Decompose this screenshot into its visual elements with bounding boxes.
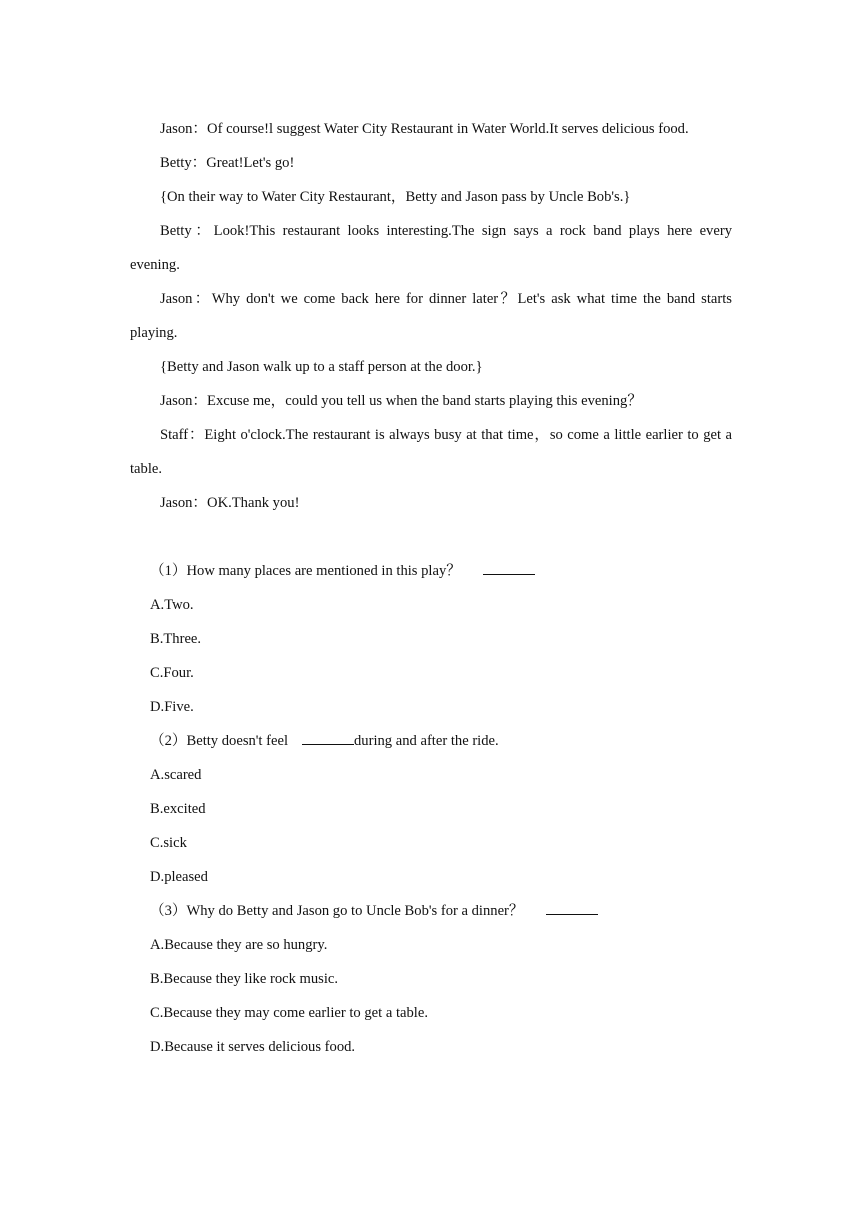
dialogue-line-continued: playing. xyxy=(130,325,178,341)
option-b: B.excited xyxy=(150,801,206,817)
question-1 xyxy=(130,554,732,588)
question-prompt-after: during and after the ride. xyxy=(354,733,499,749)
dialogue-line: Betty：Great!Let's go! xyxy=(160,155,295,171)
option-d: D.Because it serves delicious food. xyxy=(150,1039,356,1055)
option-d: D.Five. xyxy=(150,699,194,715)
answer-blank[interactable] xyxy=(483,560,535,575)
question-2 xyxy=(130,724,732,758)
dialogue-line: Jason：Why don't we come back here for dinner later？Let's ask what time the band starts xyxy=(160,291,732,307)
dialogue-line: Betty：Look!This restaurant looks interesting.The sign says a rock band plays here every xyxy=(160,223,732,239)
answer-blank[interactable] xyxy=(546,900,598,915)
dialogue-line: Staff：Eight o'clock.The restaurant is always busy at that time，so come a little earlier to get a xyxy=(160,427,732,443)
stage-direction: {On their way to Water City Restaurant，Betty and Jason pass by Uncle Bob's.} xyxy=(160,189,631,205)
option-a: A.scared xyxy=(150,767,202,783)
dialogue-line: Jason：Excuse me，could you tell us when the band starts playing this evening？ xyxy=(160,393,642,409)
question-prompt: （1）How many places are mentioned in this play？ xyxy=(150,563,461,579)
question-prompt: （2）Betty doesn't feel xyxy=(150,733,288,749)
reading-passage xyxy=(130,112,732,1064)
option-b: B.Three. xyxy=(150,631,202,647)
question-3 xyxy=(130,894,732,928)
question-prompt: （3）Why do Betty and Jason go to Uncle Bob's for a dinner？ xyxy=(150,903,524,919)
option-b: B.Because they like rock music. xyxy=(150,971,339,987)
option-a: A.Two. xyxy=(150,597,194,613)
option-c: C.sick xyxy=(150,835,187,851)
answer-blank[interactable] xyxy=(302,730,354,745)
dialogue-line-continued: evening. xyxy=(130,257,180,273)
option-c: C.Because they may come earlier to get a table. xyxy=(150,1005,428,1021)
option-c: C.Four. xyxy=(150,665,194,681)
option-d: D.pleased xyxy=(150,869,208,885)
section-gap xyxy=(130,520,732,554)
dialogue-line-continued: table. xyxy=(130,461,163,477)
dialogue-line: Jason：OK.Thank you! xyxy=(160,495,300,511)
dialogue-line: Jason：Of course!l suggest Water City Restaurant in Water World.It serves delicious food. xyxy=(160,121,689,137)
stage-direction: {Betty and Jason walk up to a staff person at the door.} xyxy=(160,359,483,375)
option-a: A.Because they are so hungry. xyxy=(150,937,328,953)
